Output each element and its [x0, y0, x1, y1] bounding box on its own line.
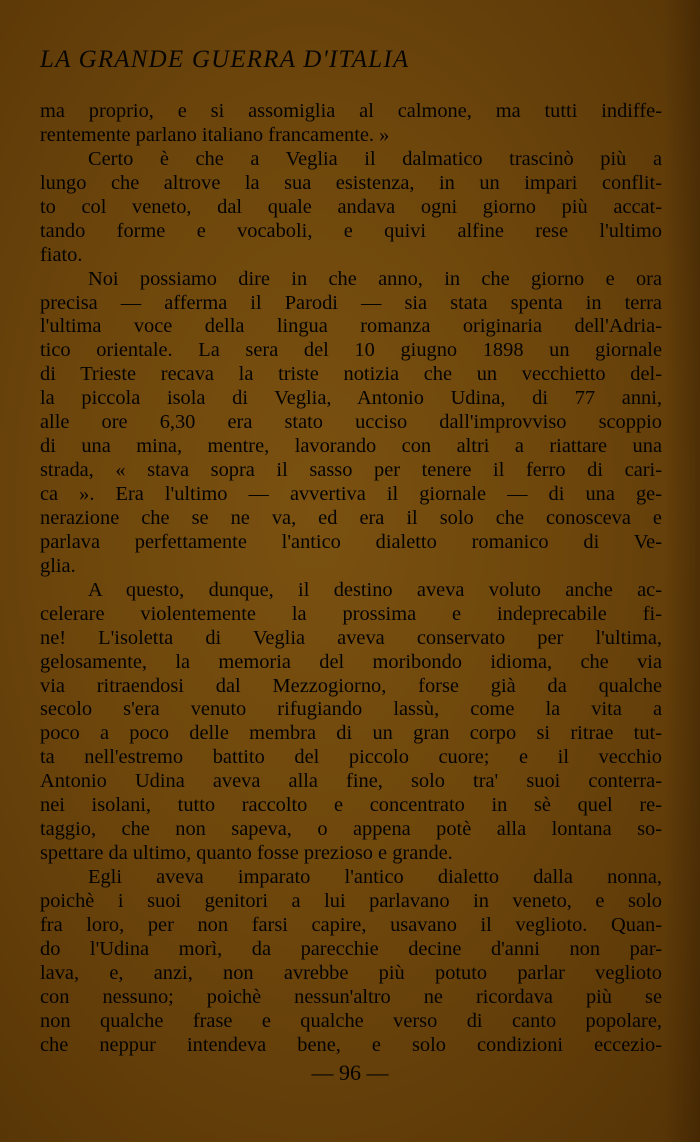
running-head-title: LA GRANDE GUERRA D'ITALIA [40, 46, 410, 73]
text-line: la piccola isola di Veglia, Antonio Udina, di 77 anni, [40, 387, 662, 410]
text-line: fra loro, per non farsi capire, usavano il veglioto. Quan- [40, 913, 662, 936]
text-line: ma proprio, e si assomiglia al calmone, ma tutti indiffe- [40, 100, 662, 122]
text-line: taggio, che non sapeva, o appena potè alla lontana so- [40, 818, 662, 841]
text-line: ta nell'estremo battito del piccolo cuore; e il vecchio [40, 746, 662, 769]
text-line: fiato. [40, 243, 83, 266]
text-line: Noi possiamo dire in che anno, in che giorno e ora [88, 267, 662, 290]
text-line: lungo che altrove la sua esistenza, in un impari conflit- [40, 171, 662, 194]
text-line: con nessuno; poichè nessun'altro ne ricordava più se [40, 985, 662, 1008]
text-line: non qualche frase e qualche verso di canto popolare, [40, 1009, 662, 1032]
text-line: Antonio Udina aveva alla fine, solo tra' suoi conterra- [40, 770, 662, 793]
text-line: spettare da ultimo, quanto fosse prezioso e grande. [40, 842, 453, 865]
text-line: precisa — afferma il Parodi — sia stata spenta in terra [40, 291, 662, 314]
text-line: l'ultima voce della lingua romanza originaria dell'Adria- [40, 315, 662, 338]
text-line: ca ». Era l'ultimo — avvertiva il giornale — di una ge- [40, 483, 662, 505]
text-line: tico orientale. La sera del 10 giugno 1898 un giornale [40, 339, 662, 362]
text-line: alle ore 6,30 era stato ucciso dall'improvviso scoppio [40, 411, 662, 434]
text-line: Certo è che a Veglia il dalmatico trascinò più a [88, 147, 662, 170]
text-line: celerare violentemente la prossima e indeprecabile fi- [40, 602, 662, 625]
page-edge-shadow [664, 0, 700, 1142]
text-line: parlava perfettamente l'antico dialetto romanico di Ve- [40, 530, 662, 553]
text-line: di una mina, mentre, lavorando con altri a riattare una [40, 435, 662, 458]
text-line: glia. [40, 554, 76, 577]
text-line: lava, e, anzi, non avrebbe più potuto parlar veglioto [40, 961, 662, 984]
text-line: via ritraendosi dal Mezzogiorno, forse già da qualche [40, 674, 662, 697]
text-line: do l'Udina morì, da parecchie decine d'anni non par- [40, 937, 662, 960]
page-number: — 96 — [311, 1060, 389, 1085]
text-line: nerazione che se ne va, ed era il solo che conosceva e [40, 506, 662, 529]
text-line: poichè i suoi genitori a lui parlavano in veneto, e solo [40, 889, 662, 912]
text-line: strada, « stava sopra il sasso per tenere il ferro di cari- [40, 459, 662, 482]
text-line: Egli aveva imparato l'antico dialetto dalla nonna, [88, 866, 662, 888]
body-text [40, 100, 662, 1058]
text-line: ne! L'isoletta di Veglia aveva conservato per l'ultima, [40, 626, 662, 649]
text-line: secolo s'era venuto rifugiando lassù, come la vita a [40, 698, 662, 721]
text-line: to col veneto, dal quale andava ogni giorno più accat- [40, 195, 662, 218]
text-line: poco a poco delle membra di un gran corpo si ritrae tut- [40, 722, 662, 745]
text-line: che neppur intendeva bene, e solo condizioni eccezio- [40, 1033, 662, 1056]
text-line: A questo, dunque, il destino aveva voluto anche ac- [88, 578, 662, 601]
text-line: rentemente parlano italiano francamente. » [40, 123, 390, 146]
text-line: gelosamente, la memoria del moribondo idioma, che via [40, 650, 662, 673]
text-line: tando forme e vocaboli, e quivi alfine rese l'ultimo [40, 219, 662, 242]
text-line: di Trieste recava la triste notizia che un vecchietto del- [40, 363, 662, 386]
text-line: nei isolani, tutto raccolto e concentrato in sè quel re- [40, 794, 662, 817]
